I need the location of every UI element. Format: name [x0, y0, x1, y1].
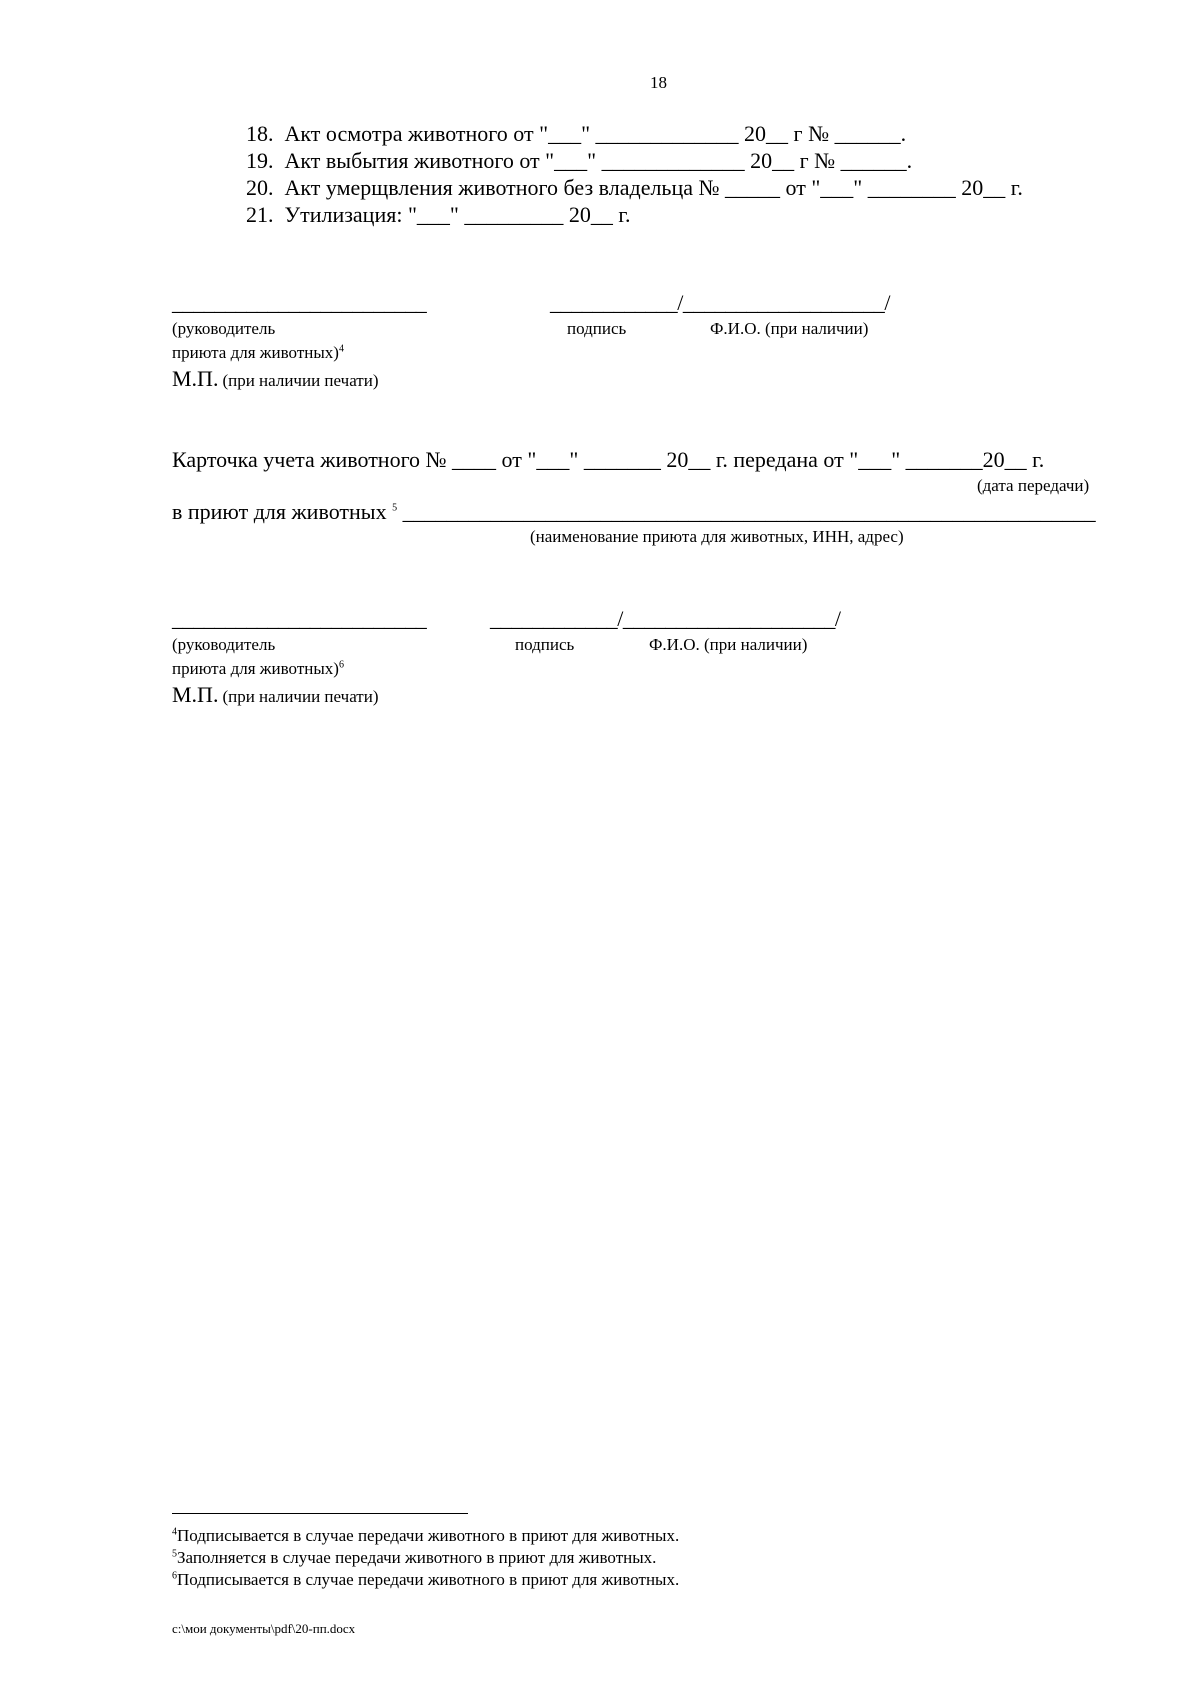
- stamp-line: [172, 684, 379, 706]
- page-number: 18: [650, 73, 667, 92]
- list-item-18: 18. Акт осмотра животного от "___" _____________ 20__ г № ______.: [246, 121, 907, 146]
- card-line: Карточка учета животного № ____ от "___" _______ 20__ г. передана от "___" _______20__ г.: [172, 447, 1045, 472]
- shelter-line: [172, 501, 1096, 523]
- stamp-label: М.П.: [172, 682, 219, 707]
- role-label-2: [172, 660, 344, 677]
- stamp-note: (при наличии печати): [222, 687, 379, 706]
- footnote-num: 5: [172, 1548, 177, 1560]
- sign-label: подпись: [515, 635, 575, 654]
- fio-label: Ф.И.О. (при наличии): [649, 635, 808, 654]
- footnote-4: [172, 1527, 679, 1544]
- footnote-ref-6: 6: [338, 659, 344, 671]
- footnote-6: [172, 1571, 679, 1588]
- stamp-line: [172, 368, 379, 390]
- list-item-19: 19. Акт выбытия животного от "___" _____________ 20__ г № ______.: [246, 148, 913, 173]
- role-label: (руководитель: [172, 319, 276, 338]
- sign-label: подпись: [567, 319, 627, 338]
- role-signature-line: ________________________: [172, 290, 427, 315]
- sign-fio-line: ____________/___________________/: [550, 290, 891, 315]
- list-item-21: 21. Утилизация: "___" _________ 20__ г.: [246, 202, 631, 227]
- footnote-num: 6: [172, 1570, 177, 1582]
- sign-fio-line: ____________/____________________/: [490, 606, 841, 631]
- shelter-note: (наименование приюта для животных, ИНН, адрес): [530, 527, 904, 546]
- shelter-prefix: в приют для животных: [172, 499, 393, 524]
- date-note: (дата передачи): [977, 476, 1090, 495]
- role-label: (руководитель: [172, 635, 276, 654]
- footnote-separator: [172, 1513, 468, 1514]
- stamp-note: (при наличии печати): [222, 371, 379, 390]
- role-signature-line: ________________________: [172, 606, 427, 631]
- role-label-2-text: приюта для животных): [172, 343, 339, 362]
- role-label-2-text: приюта для животных): [172, 659, 339, 678]
- fio-label: Ф.И.О. (при наличии): [710, 319, 869, 338]
- footnote-text: Подписывается в случае передачи животного в приют для животных.: [177, 1526, 680, 1545]
- footnote-ref-5: 5: [392, 502, 398, 514]
- footnote-num: 4: [172, 1526, 177, 1538]
- file-path: c:\мои документы\pdf\20-пп.docx: [172, 1621, 356, 1636]
- footnote-text: Подписывается в случае передачи животного в приют для животных.: [177, 1570, 680, 1589]
- footnote-ref-4: 4: [338, 343, 344, 355]
- role-label-2: [172, 344, 344, 361]
- shelter-blank: _______________________________________________________________: [397, 499, 1096, 524]
- footnote-text: Заполняется в случае передачи животного в приют для животных.: [177, 1548, 657, 1567]
- stamp-label: М.П.: [172, 366, 219, 391]
- footnote-5: [172, 1549, 656, 1566]
- list-item-20: 20. Акт умерщвления животного без владельца № _____ от "___" ________ 20__ г.: [246, 175, 1023, 200]
